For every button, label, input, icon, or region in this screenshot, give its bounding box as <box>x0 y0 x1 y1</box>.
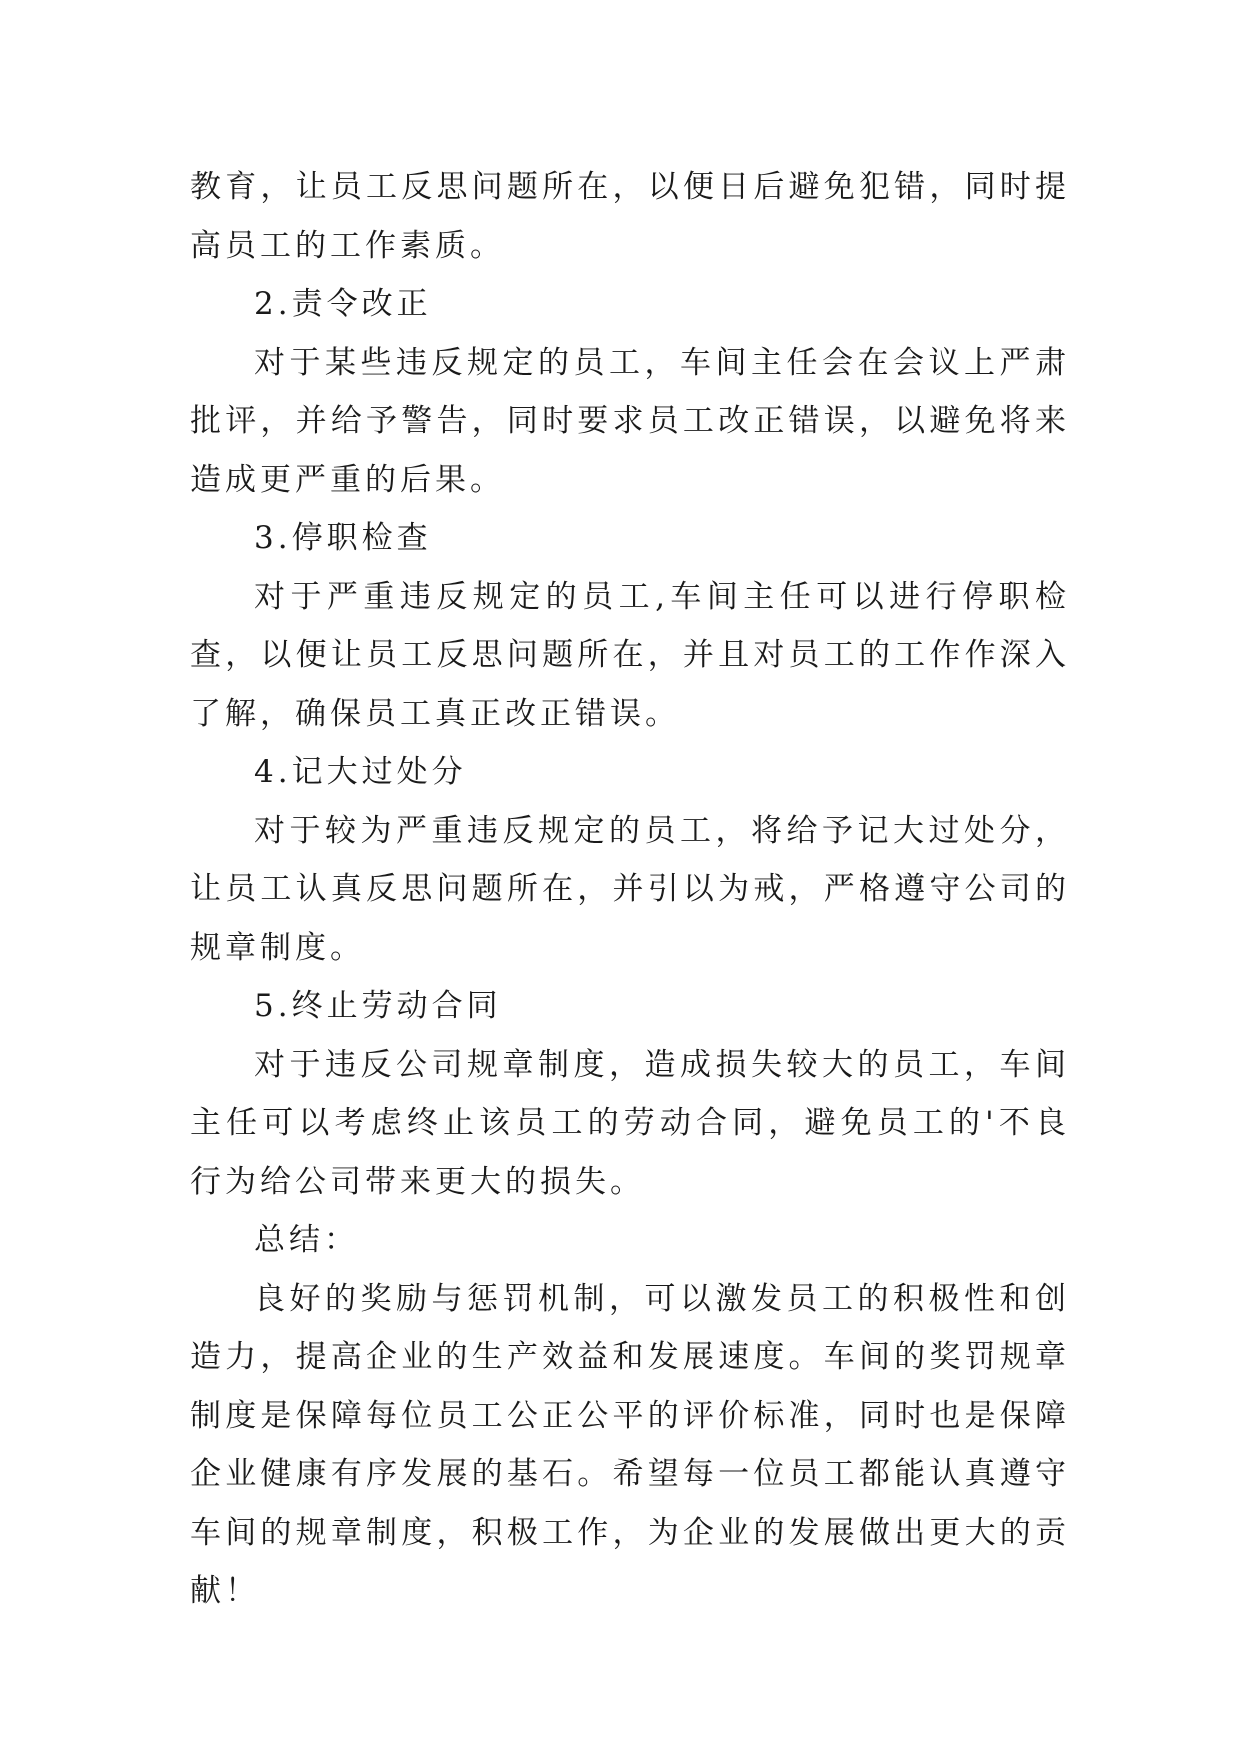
paragraph-continuation: 教育，让员工反思问题所在，以便日后避免犯错，同时提高员工的工作素质。 <box>190 169 1070 264</box>
document-body <box>190 158 1070 1621</box>
heading-item-3: 3.停职检查 <box>254 520 432 556</box>
heading-summary: 总结： <box>254 1222 359 1258</box>
heading-item-2: 2.责令改正 <box>254 286 432 322</box>
paragraph-summary: 良好的奖励与惩罚机制，可以激发员工的积极性和创造力，提高企业的生产效益和发展速度。车间的奖罚规章制度是保障每位员工公正公平的评价标准，同时也是保障企业健康有序发展的基石。希望每一位员工都能认真遵守车间的规章制度，积极工作，为企业的发展做出更大的贡献！ <box>190 1280 1070 1609</box>
heading-item-4: 4.记大过处分 <box>254 754 467 790</box>
paragraph-item-3: 对于严重违反规定的员工,车间主任可以进行停职检查，以便让员工反思问题所在，并且对员工的工作作深入了解，确保员工真正改正错误。 <box>190 578 1070 732</box>
paragraph-item-2: 对于某些违反规定的员工，车间主任会在会议上严肃批评，并给予警告，同时要求员工改正错误，以避免将来造成更严重的后果。 <box>190 344 1070 498</box>
paragraph-item-4: 对于较为严重违反规定的员工，将给予记大过处分，让员工认真反思问题所在，并引以为戒，严格遵守公司的规章制度。 <box>190 812 1070 966</box>
heading-item-5: 5.终止劳动合同 <box>254 988 502 1024</box>
paragraph-item-5: 对于违反公司规章制度，造成损失较大的员工，车间主任可以考虑终止该员工的劳动合同，避免员工的'不良行为给公司带来更大的损失。 <box>190 1046 1070 1200</box>
